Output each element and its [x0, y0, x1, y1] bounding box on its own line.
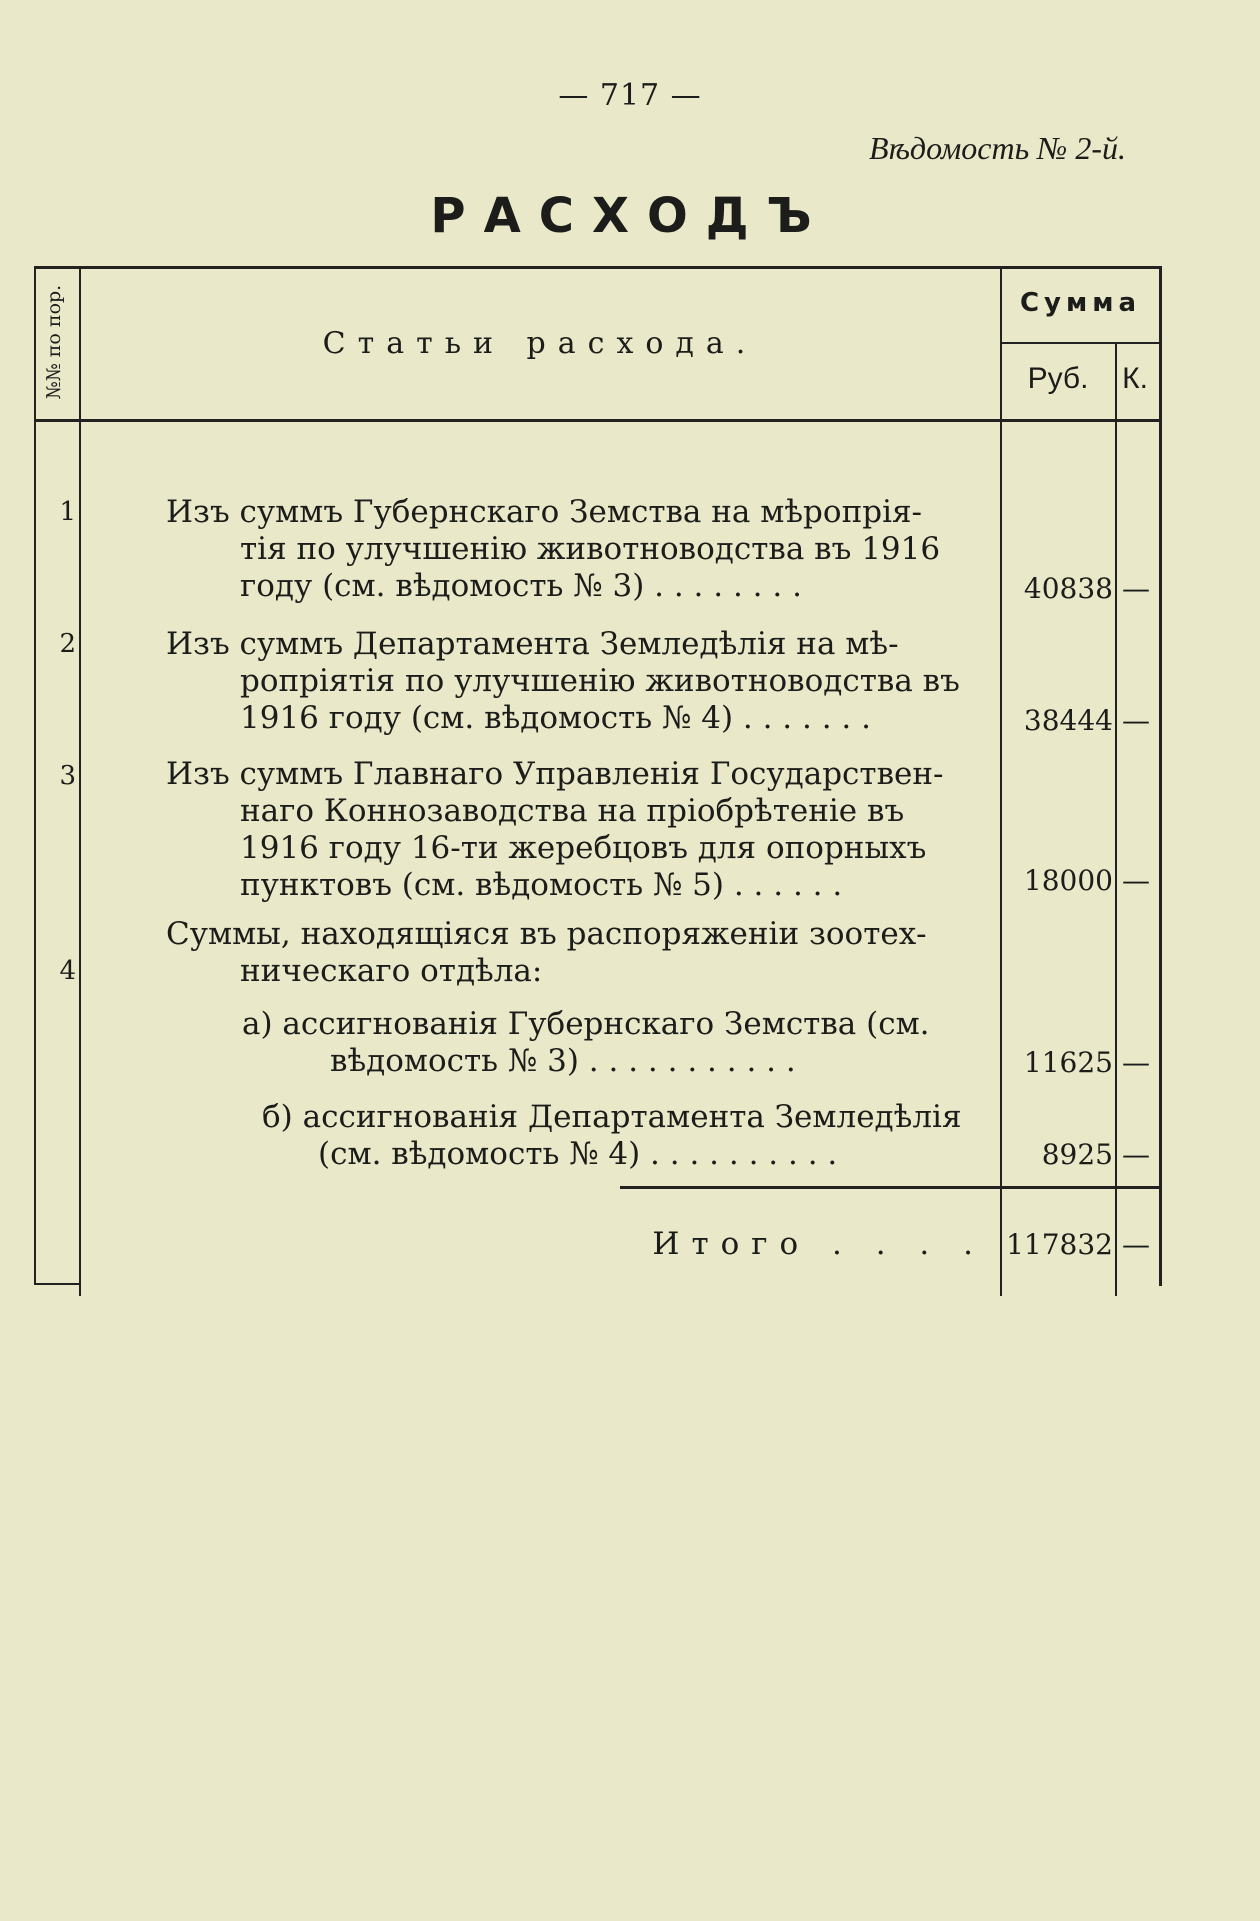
header-bottom-rule	[34, 419, 1162, 422]
row-number: 1	[59, 497, 76, 527]
amount-rubles: 40838	[1023, 572, 1113, 605]
amount-kopecks: —	[1122, 1138, 1150, 1171]
amount-rubles: 18000	[1023, 864, 1113, 897]
amount-kopecks: —	[1122, 1046, 1150, 1079]
subtotal-rule	[620, 1186, 1160, 1189]
statement-label: Вѣдомость № 2-й.	[869, 130, 1126, 166]
page-number: — 717 —	[558, 78, 702, 113]
amount-rubles: 11625	[1023, 1046, 1113, 1079]
table-row-text: наго Коннозаводства на пріобрѣтеніе въ	[240, 793, 905, 829]
amount-kopecks: —	[1122, 704, 1150, 737]
table-row-text: пунктовъ (см. вѣдомость № 5) . . . . . .	[240, 867, 843, 903]
table-row-text: вѣдомость № 3) . . . . . . . . . . .	[330, 1043, 796, 1079]
column-rule-left	[34, 266, 36, 1284]
table-row-text: (см. вѣдомость № 4) . . . . . . . . . .	[318, 1136, 838, 1172]
total-kopecks: —	[1122, 1228, 1150, 1261]
amount-rubles: 38444	[1023, 704, 1113, 737]
amount-kopecks: —	[1122, 864, 1150, 897]
header-number-column: №№ по пор.	[43, 284, 66, 400]
table-row-text: тія по улучшенію животноводства въ 1916	[240, 531, 941, 567]
row-number: 3	[59, 761, 76, 791]
table-row-text: Суммы, находящіяся въ распоряженіи зоотех-	[166, 916, 927, 952]
table-top-rule	[34, 266, 1162, 269]
table-row-text: Изъ суммъ Департамента Земледѣлія на мѣ-	[166, 626, 899, 662]
column-rule-right	[1159, 266, 1162, 1286]
table-row-text: году (см. вѣдомость № 3) . . . . . . . .	[240, 568, 802, 604]
table-bottom-left-rule	[34, 1283, 80, 1285]
row-number: 4	[59, 956, 76, 986]
amount-rubles: 8925	[1041, 1138, 1113, 1171]
header-sum: Сумма	[1019, 288, 1142, 318]
table-row-text: ническаго отдѣла:	[240, 953, 543, 989]
row-number: 2	[59, 629, 76, 659]
page-title: РАСХОДЪ	[430, 188, 830, 244]
total-rubles: 117832	[1006, 1228, 1113, 1261]
table-row-text: Изъ суммъ Губернскаго Земства на мѣропрія-	[166, 494, 923, 530]
column-rule-num	[79, 266, 81, 1296]
amount-kopecks: —	[1122, 572, 1150, 605]
sum-sub-rule	[1002, 342, 1160, 344]
table-row-text: 1916 году (см. вѣдомость № 4) . . . . . . .	[240, 700, 871, 736]
header-rubles: Руб.	[1027, 362, 1089, 395]
table-row-text: а) ассигнованія Губернскаго Земства (см.	[242, 1006, 930, 1042]
total-label: Итого . . . .	[652, 1226, 985, 1262]
table-row-text: б) ассигнованія Департамента Земледѣлія	[262, 1099, 962, 1135]
table-row-text: 1916 году 16-ти жеребцовъ для опорныхъ	[240, 830, 927, 866]
table-row-text: Изъ суммъ Главнаго Управленія Государствен-	[166, 756, 944, 792]
table-row-text: ропріятія по улучшенію животноводства въ	[240, 663, 960, 699]
header-kopecks: К.	[1122, 362, 1148, 395]
header-items-column: Статьи расхода.	[322, 326, 758, 361]
